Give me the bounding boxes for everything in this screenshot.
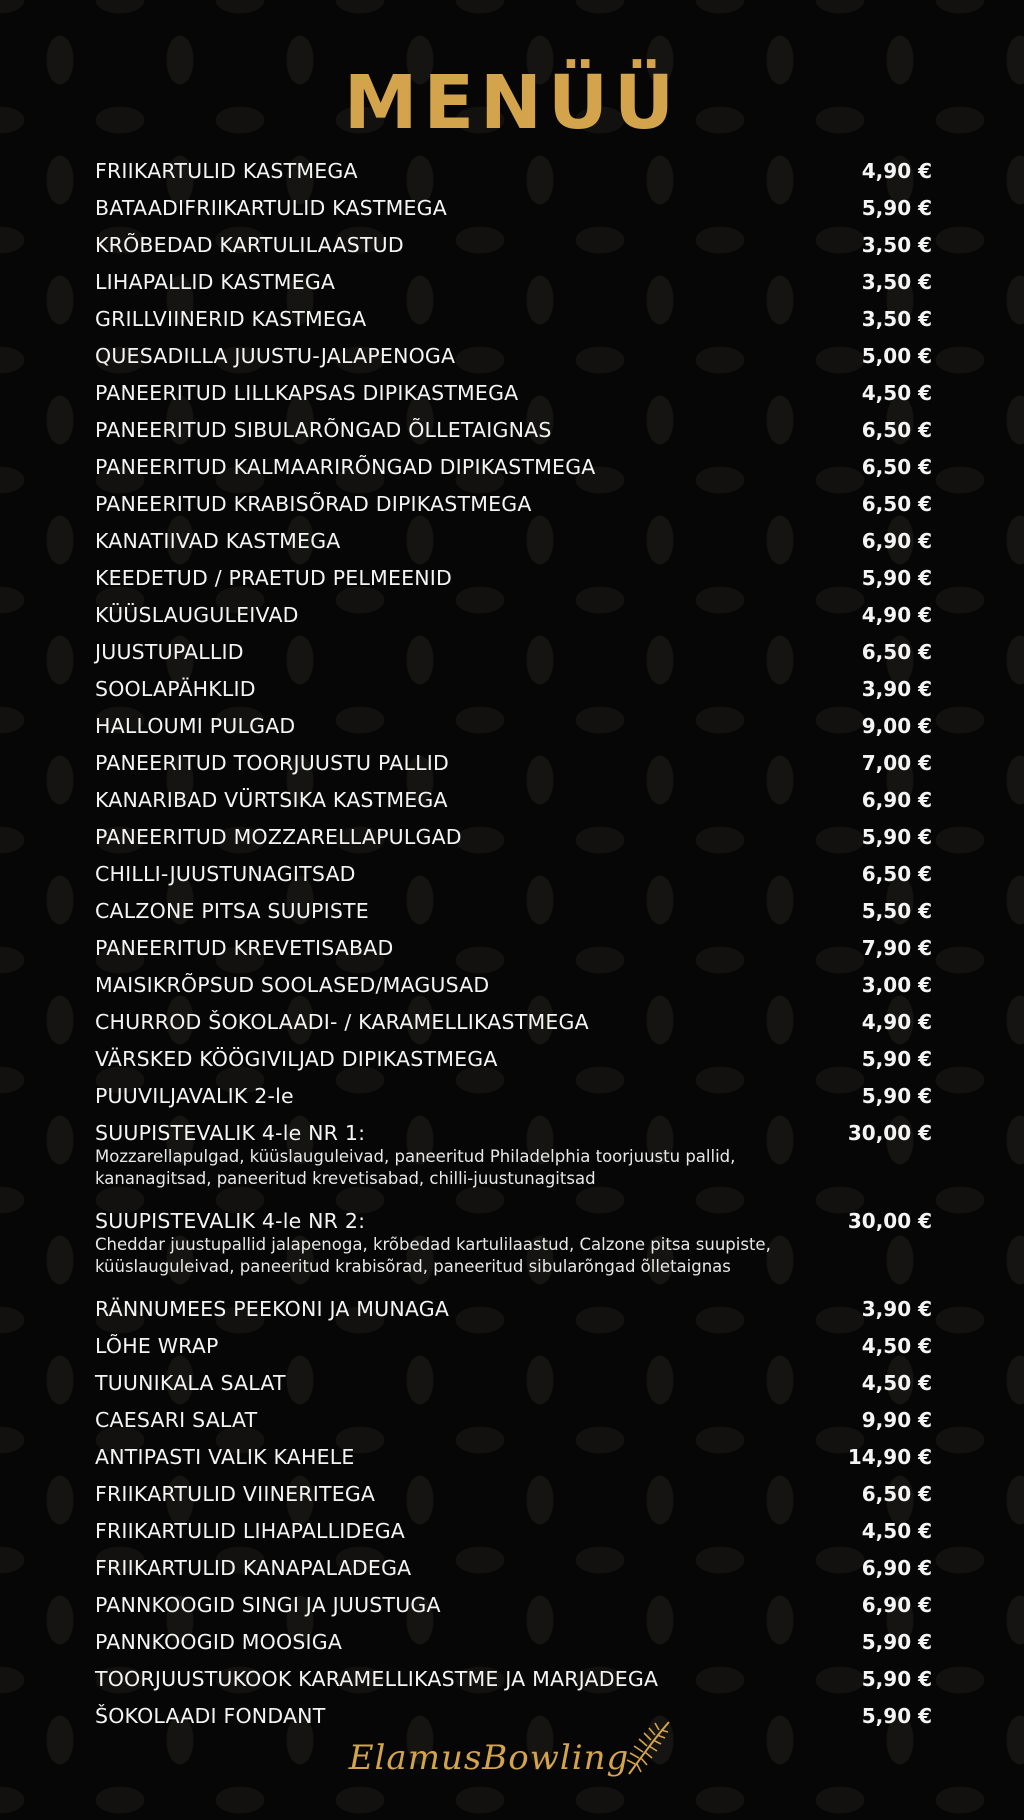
menu-item-name: FRIIKARTULID KANAPALADEGA bbox=[95, 1556, 412, 1580]
menu-item bbox=[95, 1009, 932, 1046]
menu-item-price: 6,50 € bbox=[861, 1482, 932, 1506]
menu-item-description: Mozzarellapulgad, küüslauguleivad, paneeritud Philadelphia toorjuustu pallid, kananagitsad, paneeritud krevetisabad, chilli-juustunagitsad bbox=[95, 1147, 736, 1188]
menu-item bbox=[95, 232, 932, 269]
menu-item-price: 3,50 € bbox=[861, 233, 932, 257]
menu-item-name: PANEERITUD MOZZARELLAPULGAD bbox=[95, 825, 462, 849]
menu-item-text bbox=[95, 676, 837, 702]
menu-item-text bbox=[95, 750, 837, 776]
menu-item-text bbox=[95, 1083, 837, 1109]
menu-item bbox=[95, 1592, 932, 1629]
menu-item bbox=[95, 935, 932, 972]
menu-item-price: 6,90 € bbox=[861, 1556, 932, 1580]
menu-item-price: 4,90 € bbox=[861, 1010, 932, 1034]
menu-item bbox=[95, 454, 932, 491]
menu-item bbox=[95, 787, 932, 824]
menu-item-name: HALLOUMI PULGAD bbox=[95, 714, 296, 738]
menu-item-name: TOORJUUSTUKOOK KARAMELLIKASTME JA MARJADEGA bbox=[95, 1667, 659, 1691]
menu-item-price: 14,90 € bbox=[847, 1445, 932, 1469]
menu-item bbox=[95, 676, 932, 713]
menu-item bbox=[95, 1481, 932, 1518]
menu-item-text bbox=[95, 861, 837, 887]
menu-item-text bbox=[95, 269, 837, 295]
menu-item-text bbox=[95, 1666, 837, 1692]
menu-item-price: 7,90 € bbox=[861, 936, 932, 960]
menu-item bbox=[95, 602, 932, 639]
menu-item-name: KANATIIVAD KASTMEGA bbox=[95, 529, 341, 553]
menu-item-price: 6,90 € bbox=[861, 529, 932, 553]
menu-item-price: 6,50 € bbox=[861, 455, 932, 479]
menu-item-price: 5,00 € bbox=[861, 344, 932, 368]
menu-item-price: 5,90 € bbox=[861, 1667, 932, 1691]
menu-item-price: 3,50 € bbox=[861, 307, 932, 331]
menu-item-text bbox=[95, 343, 837, 369]
menu-item-price: 4,50 € bbox=[861, 381, 932, 405]
menu-item bbox=[95, 269, 932, 306]
menu-item bbox=[95, 528, 932, 565]
menu-item-name: PANEERITUD SIBULARÕNGAD ÕLLETAIGNAS bbox=[95, 418, 552, 442]
menu-item-name: ANTIPASTI VALIK KAHELE bbox=[95, 1445, 355, 1469]
menu-item bbox=[95, 1083, 932, 1120]
menu-item-text bbox=[95, 1592, 837, 1618]
menu-item-text bbox=[95, 898, 837, 924]
menu-item-text bbox=[95, 1518, 837, 1544]
menu-item-text bbox=[95, 195, 837, 221]
menu-item-name: SOOLAPÄHKLID bbox=[95, 677, 256, 701]
menu-item-price: 5,90 € bbox=[861, 566, 932, 590]
menu-item bbox=[95, 417, 932, 454]
menu-item-text bbox=[95, 380, 837, 406]
menu-item bbox=[95, 861, 932, 898]
menu-item-price: 3,00 € bbox=[861, 973, 932, 997]
menu-item-name: SUUPISTEVALIK 4-le NR 2: bbox=[95, 1209, 366, 1233]
menu-item-name: KANARIBAD VÜRTSIKA KASTMEGA bbox=[95, 788, 448, 812]
menu-item-name: PANEERITUD TOORJUUSTU PALLID bbox=[95, 751, 449, 775]
menu-item-name: LIHAPALLID KASTMEGA bbox=[95, 270, 336, 294]
menu-item bbox=[95, 639, 932, 676]
menu-item bbox=[95, 195, 932, 232]
logo-text: ElamusBowling bbox=[348, 1738, 630, 1778]
menu-item bbox=[95, 1555, 932, 1592]
menu-item-name: PANNKOOGID MOOSIGA bbox=[95, 1630, 343, 1654]
menu-item-text bbox=[95, 1703, 837, 1729]
menu-item bbox=[95, 972, 932, 1009]
menu-item-price: 4,50 € bbox=[861, 1371, 932, 1395]
menu-item-name: PUUVILJAVALIK 2-le bbox=[95, 1084, 294, 1108]
menu-item-price: 5,50 € bbox=[861, 899, 932, 923]
menu-item bbox=[95, 565, 932, 602]
menu-item-name: MAISIKRÕPSUD SOOLASED/MAGUSAD bbox=[95, 973, 490, 997]
menu-item-price: 4,90 € bbox=[861, 603, 932, 627]
menu-item bbox=[95, 1333, 932, 1370]
menu-item-text bbox=[95, 1370, 837, 1396]
menu-item bbox=[95, 898, 932, 935]
menu-item-text bbox=[95, 935, 837, 961]
menu-item-price: 3,50 € bbox=[861, 270, 932, 294]
menu-item-name: PANNKOOGID SINGI JA JUUSTUGA bbox=[95, 1593, 441, 1617]
menu-item-name: TUUNIKALA SALAT bbox=[95, 1371, 286, 1395]
menu-item-text bbox=[95, 1120, 837, 1190]
logo bbox=[0, 1738, 1024, 1778]
menu-item-name: CHURROD ŠOKOLAADI- / KARAMELLIKASTMEGA bbox=[95, 1010, 589, 1034]
menu-item bbox=[95, 1518, 932, 1555]
menu-item-name: KÜÜSLAUGULEIVAD bbox=[95, 603, 299, 627]
menu-item-price: 5,90 € bbox=[861, 1704, 932, 1728]
menu-item bbox=[95, 1046, 932, 1083]
menu-item-name: CALZONE PITSA SUUPISTE bbox=[95, 899, 369, 923]
menu-item-text bbox=[95, 306, 837, 332]
menu-item-price: 5,90 € bbox=[861, 825, 932, 849]
menu-item-text bbox=[95, 713, 837, 739]
menu-item bbox=[95, 1703, 932, 1740]
menu-item bbox=[95, 1120, 932, 1208]
menu-item-name: FRIIKARTULID VIINERITEGA bbox=[95, 1482, 376, 1506]
menu-item-text bbox=[95, 1444, 837, 1470]
menu-item-name: CAESARI SALAT bbox=[95, 1408, 258, 1432]
menu-item-text bbox=[95, 1407, 837, 1433]
menu-item-text bbox=[95, 1333, 837, 1359]
menu-item bbox=[95, 713, 932, 750]
menu-item-name: SUUPISTEVALIK 4-le NR 1: bbox=[95, 1121, 366, 1145]
menu-item-price: 3,90 € bbox=[861, 1297, 932, 1321]
page-title: MENÜÜ bbox=[343, 60, 681, 146]
menu-item-price: 5,90 € bbox=[861, 1084, 932, 1108]
menu-item-name: CHILLI-JUUSTUNAGITSAD bbox=[95, 862, 356, 886]
menu-item-price: 3,90 € bbox=[861, 677, 932, 701]
menu-item-text bbox=[95, 454, 837, 480]
menu-item-text bbox=[95, 232, 837, 258]
menu-item-price: 30,00 € bbox=[847, 1121, 932, 1145]
menu-item bbox=[95, 158, 932, 195]
menu-item-price: 6,50 € bbox=[861, 492, 932, 516]
menu-item-text bbox=[95, 1296, 837, 1322]
menu-item-text bbox=[95, 972, 837, 998]
menu-item-price: 6,90 € bbox=[861, 788, 932, 812]
menu-item bbox=[95, 380, 932, 417]
menu-item-text bbox=[95, 1555, 837, 1581]
menu-item-name: BATAADIFRIIKARTULID KASTMEGA bbox=[95, 196, 447, 220]
menu-item-name: ŠOKOLAADI FONDANT bbox=[95, 1704, 326, 1728]
menu-item-name: GRILLVIINERID KASTMEGA bbox=[95, 307, 367, 331]
menu-item-text bbox=[95, 417, 837, 443]
menu-item-price: 6,50 € bbox=[861, 418, 932, 442]
menu-item-text bbox=[95, 639, 837, 665]
menu-item-price: 5,90 € bbox=[861, 1047, 932, 1071]
menu-item-name: PANEERITUD LILLKAPSAS DIPIKASTMEGA bbox=[95, 381, 519, 405]
menu-item-name: KEEDETUD / PRAETUD PELMEENID bbox=[95, 566, 453, 590]
menu-item-name: FRIIKARTULID LIHAPALLIDEGA bbox=[95, 1519, 405, 1543]
menu-item bbox=[95, 1208, 932, 1296]
menu-item bbox=[95, 306, 932, 343]
menu-item-text bbox=[95, 158, 837, 184]
menu-item-price: 5,90 € bbox=[861, 196, 932, 220]
menu-item-price: 6,90 € bbox=[861, 1593, 932, 1617]
menu-item-text bbox=[95, 1046, 837, 1072]
menu-item-price: 5,90 € bbox=[861, 1630, 932, 1654]
menu-item-price: 30,00 € bbox=[847, 1209, 932, 1233]
menu-item-text bbox=[95, 1009, 837, 1035]
menu-item bbox=[95, 1629, 932, 1666]
menu-item bbox=[95, 1666, 932, 1703]
menu-item-name: JUUSTUPALLID bbox=[95, 640, 244, 664]
menu-item-price: 6,50 € bbox=[861, 862, 932, 886]
menu-item-text bbox=[95, 1481, 837, 1507]
menu-item bbox=[95, 750, 932, 787]
menu-item-price: 4,50 € bbox=[861, 1334, 932, 1358]
menu-item bbox=[95, 1296, 932, 1333]
menu-item bbox=[95, 1407, 932, 1444]
menu-item-text bbox=[95, 565, 837, 591]
menu-item-price: 4,90 € bbox=[861, 159, 932, 183]
menu-item bbox=[95, 824, 932, 861]
menu-item bbox=[95, 1444, 932, 1481]
menu-item-text bbox=[95, 602, 837, 628]
menu-item-text bbox=[95, 787, 837, 813]
menu-item-description: Cheddar juustupallid jalapenoga, krõbedad kartulilaastud, Calzone pitsa suupiste, küüslauguleivad, paneeritud krabisõrad, paneeritud sibularõngad õlletaignas bbox=[95, 1235, 771, 1276]
menu-item-name: PANEERITUD KALMAARIRÕNGAD DIPIKASTMEGA bbox=[95, 455, 596, 479]
menu-item-name: RÄNNUMEES PEEKONI JA MUNAGA bbox=[95, 1297, 450, 1321]
menu-item-price: 9,00 € bbox=[861, 714, 932, 738]
menu-item-price: 6,50 € bbox=[861, 640, 932, 664]
menu-item-name: VÄRSKED KÖÖGIVILJAD DIPIKASTMEGA bbox=[95, 1047, 498, 1071]
menu-list bbox=[95, 158, 932, 1740]
menu-item-text bbox=[95, 491, 837, 517]
menu-item-text bbox=[95, 528, 837, 554]
menu-item-name: LÕHE WRAP bbox=[95, 1334, 219, 1358]
menu-item-name: QUESADILLA JUUSTU-JALAPENOGA bbox=[95, 344, 456, 368]
menu-item-name: FRIIKARTULID KASTMEGA bbox=[95, 159, 358, 183]
menu-item-name: KRÕBEDAD KARTULILAASTUD bbox=[95, 233, 404, 257]
menu-item bbox=[95, 491, 932, 528]
menu-item-price: 9,90 € bbox=[861, 1408, 932, 1432]
menu-item bbox=[95, 1370, 932, 1407]
palm-leaf-icon bbox=[621, 1718, 675, 1778]
menu-item-text bbox=[95, 1629, 837, 1655]
menu-item-price: 7,00 € bbox=[861, 751, 932, 775]
menu-item-text bbox=[95, 1208, 837, 1278]
menu-item-name: PANEERITUD KRABISÕRAD DIPIKASTMEGA bbox=[95, 492, 532, 516]
menu-item-text bbox=[95, 824, 837, 850]
menu-item bbox=[95, 343, 932, 380]
menu-item-price: 4,50 € bbox=[861, 1519, 932, 1543]
menu-item-name: PANEERITUD KREVETISABAD bbox=[95, 936, 394, 960]
